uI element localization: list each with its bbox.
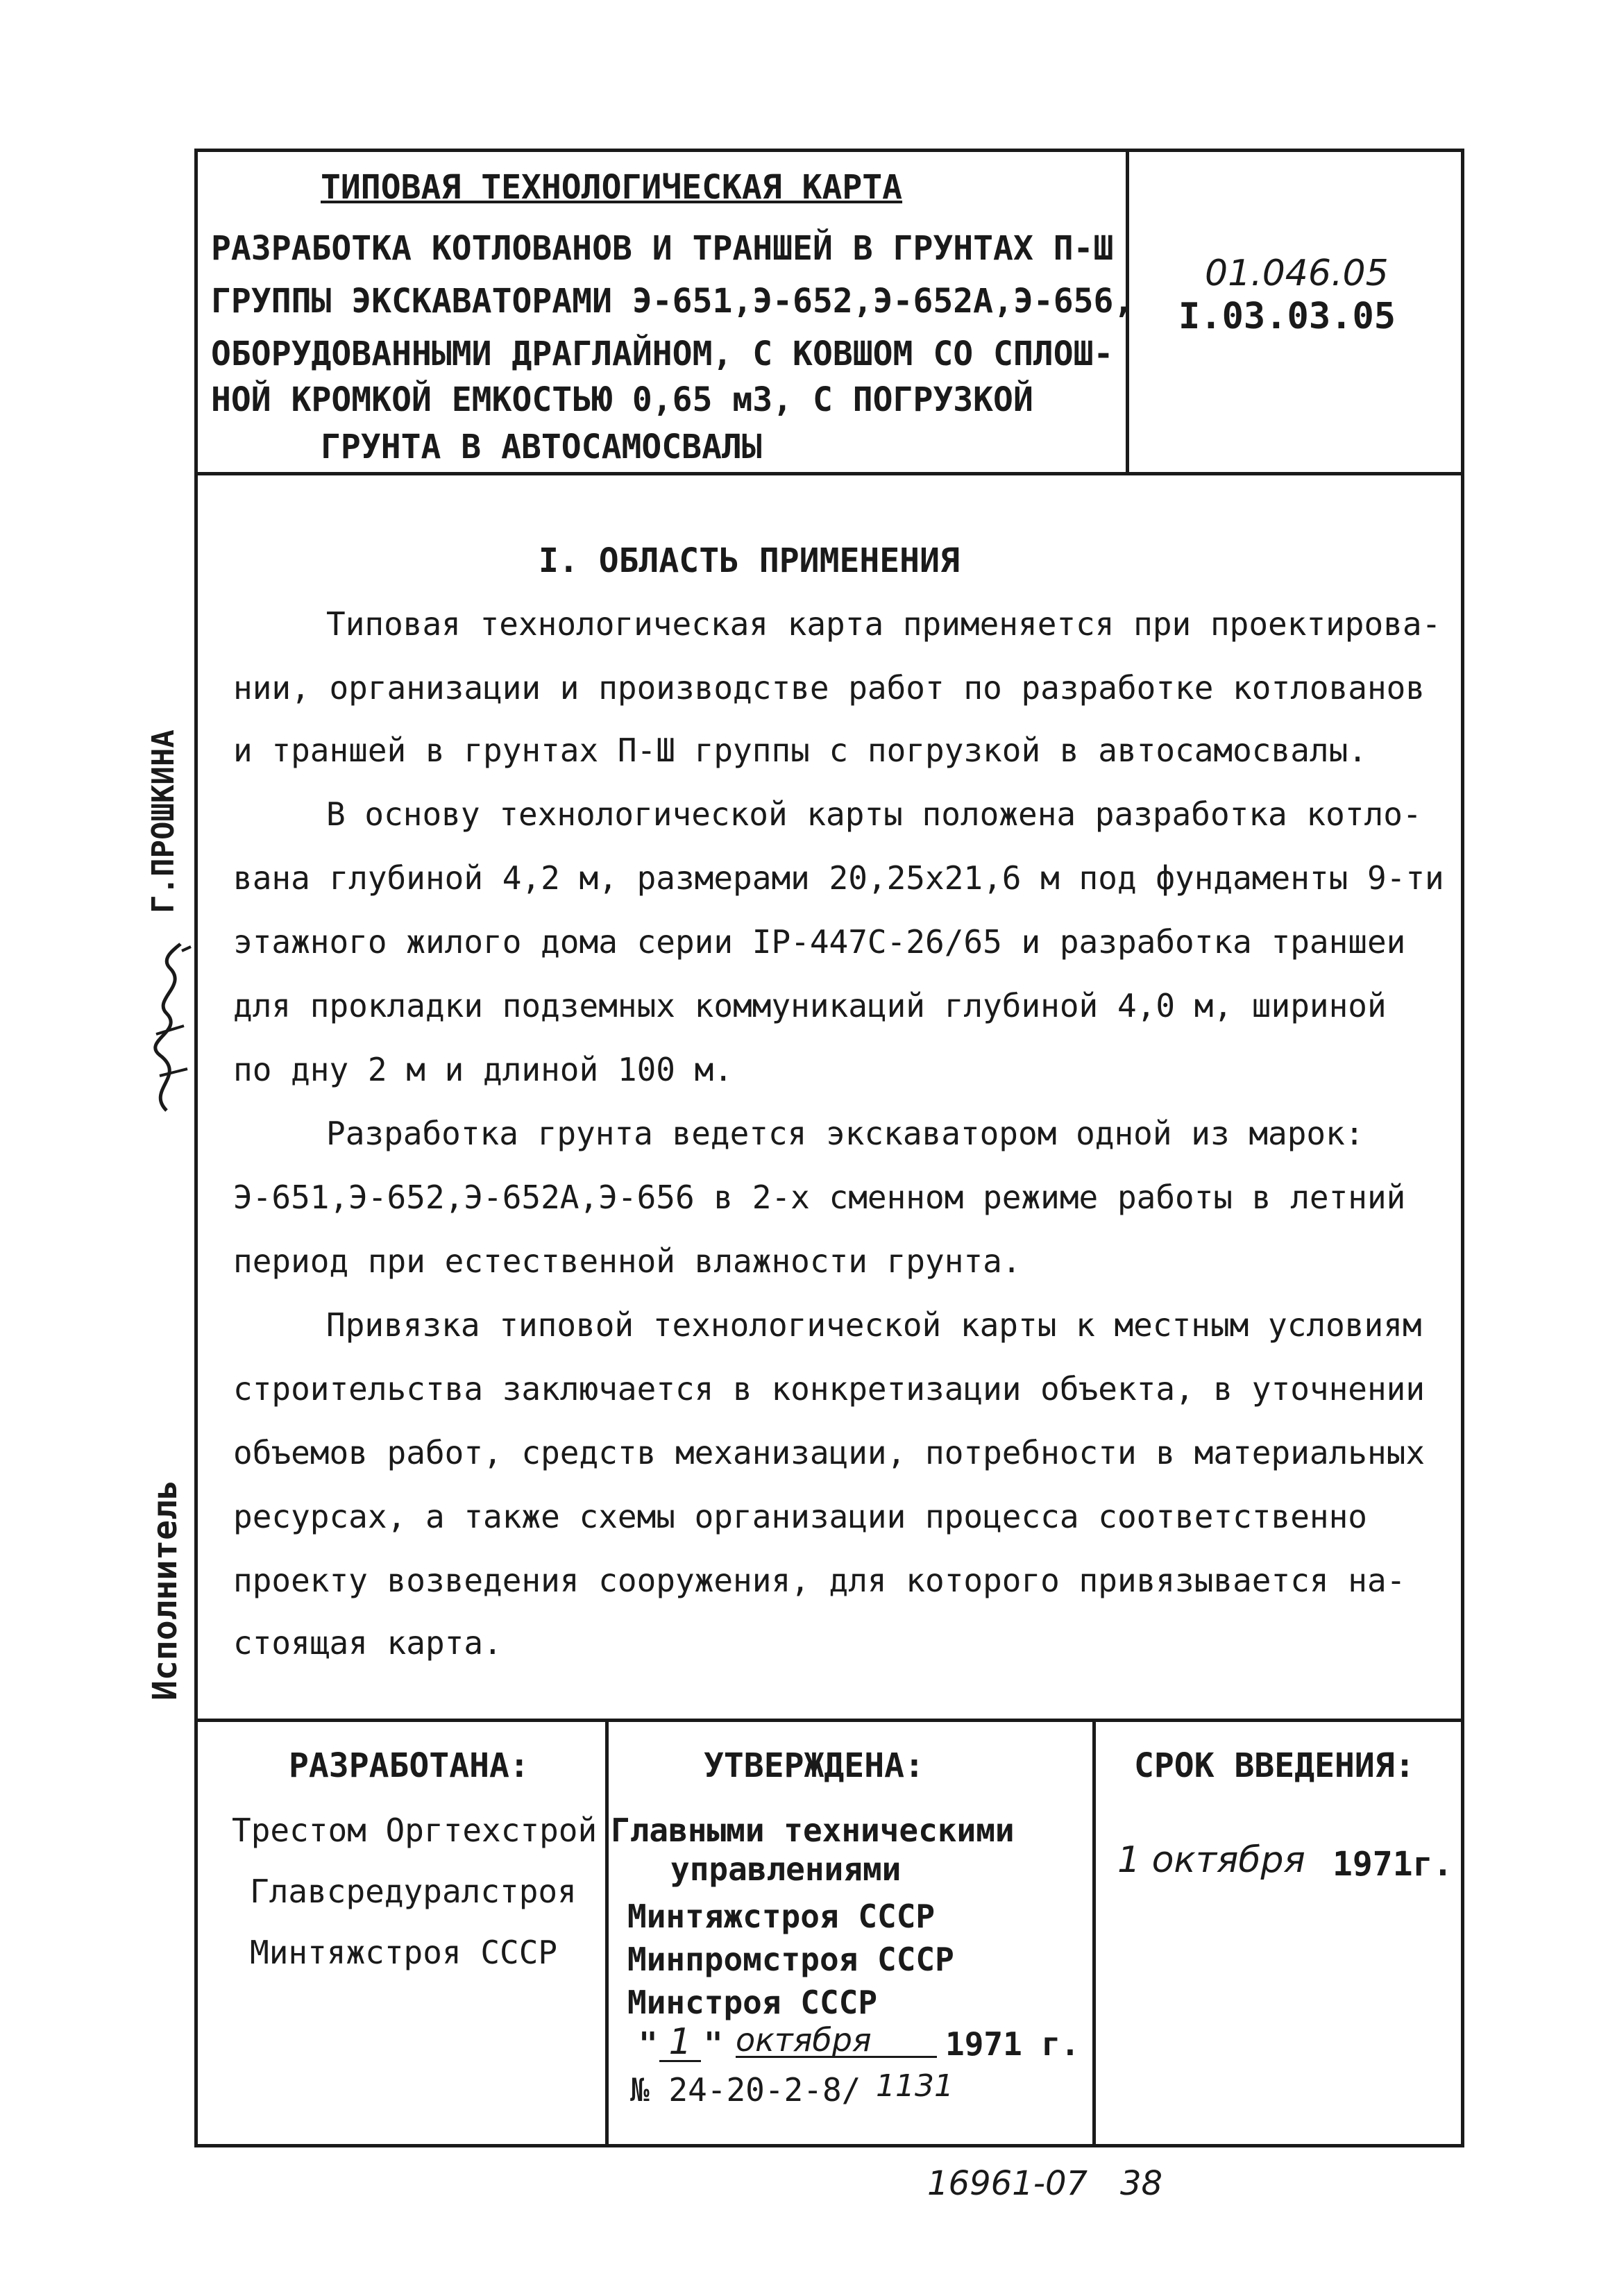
approved-number-hand: 1131 [876,2068,954,2104]
paragraph-line: этажного жилого дома серии IР-447С-26/65 и разработка траншеи [233,923,1406,961]
doc-title: ТИПОВАЯ ТЕХНОЛОГИЧЕСКАЯ КАРТА [321,168,903,207]
archive-code: 16961-07 [927,2164,1088,2203]
approved-date-day: 1 [659,2024,701,2062]
approved-number: № 24-20-2-8/ [630,2071,861,2109]
paragraph-line: вана глубиной 4,2 м, размерами 20,25х21,6 м под фундаменты 9-ти [233,859,1444,897]
approved-line: Главными техническими [611,1812,1015,1849]
paragraph-line: Э-651,Э-652,Э-652А,Э-656 в 2-х сменном режиме работы в летний [233,1179,1406,1216]
paragraph-line: Привязка типовой технологической карты к местным условиям [326,1306,1422,1344]
subtitle-line-2: ГРУППЫ ЭКСКАВАТОРАМИ Э-651,Э-652,Э-652А,Э-656, [211,282,1134,321]
code-handwritten: 01.046.05 [1205,253,1389,294]
footer-divider [194,1719,1464,1722]
approved-line: управлениями [670,1850,902,1888]
approved-line: Минстроя СССР [627,1984,878,2021]
footer-col-divider-1 [605,1719,609,2147]
paragraph-line: В основу технологической карты положена разработка котло- [326,795,1422,833]
subtitle-line-5: ГРУНТА В АВТОСАМОСВАЛЫ [321,428,762,466]
approved-date-year: 1971 г. [945,2025,1080,2063]
effective-year: 1971г. [1332,1845,1453,1884]
approved-date-open-quote: " [638,2025,658,2063]
approved-date-month: октября [736,2024,937,2058]
paragraph-line: по дну 2 м и длиной 100 м. [233,1051,734,1088]
developed-line: Минтяжстроя СССР [250,1934,558,1971]
paragraph-line: для прокладки подземных коммуникаций глубиной 4,0 м, шириной [233,987,1387,1024]
paragraph-line: объемов работ, средств механизации, потребности в материальных [233,1434,1425,1471]
page-number: 38 [1120,2164,1163,2203]
paragraph-line: нии, организации и производстве работ по разработке котлованов [233,669,1425,707]
paragraph-line: и траншей в грунтах П-Ш группы с погрузкой в автосамосвалы. [233,732,1367,769]
paragraph-line: период при естественной влажности грунта. [233,1242,1022,1280]
approved-line: Минтяжстроя СССР [627,1898,936,1935]
header-divider [194,472,1464,475]
subtitle-line-4: НОЙ КРОМКОЙ ЕМКОСТЬЮ 0,65 м3, С ПОГРУЗКОЙ [211,380,1033,419]
executor-signature [139,937,201,1117]
developed-label: РАЗРАБОТАНА: [289,1746,530,1785]
paragraph-line: стоящая карта. [233,1624,502,1662]
subtitle-line-1: РАЗРАБОТКА КОТЛОВАНОВ И ТРАНШЕЙ В ГРУНТАХ П-Ш [211,229,1114,268]
doc-code: I.03.03.05 [1178,296,1396,337]
executor-name: Г.ПРОШКИНА [146,729,181,913]
developed-line: Главсредуралстроя [250,1873,577,1910]
paragraph-line: строительства заключается в конкретизации объекта, в уточнении [233,1370,1425,1408]
subtitle-line-3: ОБОРУДОВАННЫМИ ДРАГЛАЙНОМ, С КОВШОМ СО СПЛОШ- [211,335,1114,373]
footer-col-divider-2 [1092,1719,1096,2147]
paragraph-line: Разработка грунта ведется экскаватором одной из марок: [326,1115,1364,1152]
paragraph-line: проекту возведения сооружения, для которого привязывается на- [233,1562,1406,1599]
executor-role: Исполнитель [146,1480,185,1700]
paragraph-line: Типовая технологическая карта применяется при проектирова- [326,605,1441,643]
effective-date-hand: 1 октября [1117,1839,1305,1881]
effective-label: СРОК ВВЕДЕНИЯ: [1134,1746,1415,1785]
paragraph-line: ресурсах, а также схемы организации процесса соответственно [233,1498,1367,1535]
approved-line: Минпромстроя СССР [627,1941,954,1978]
developed-line: Трестом Оргтехстрой [232,1812,598,1849]
approved-date-close-quote: " [704,2025,723,2063]
approved-label: УТВЕРЖДЕНА: [704,1746,924,1785]
section-heading: I. ОБЛАСТЬ ПРИМЕНЕНИЯ [539,541,960,580]
